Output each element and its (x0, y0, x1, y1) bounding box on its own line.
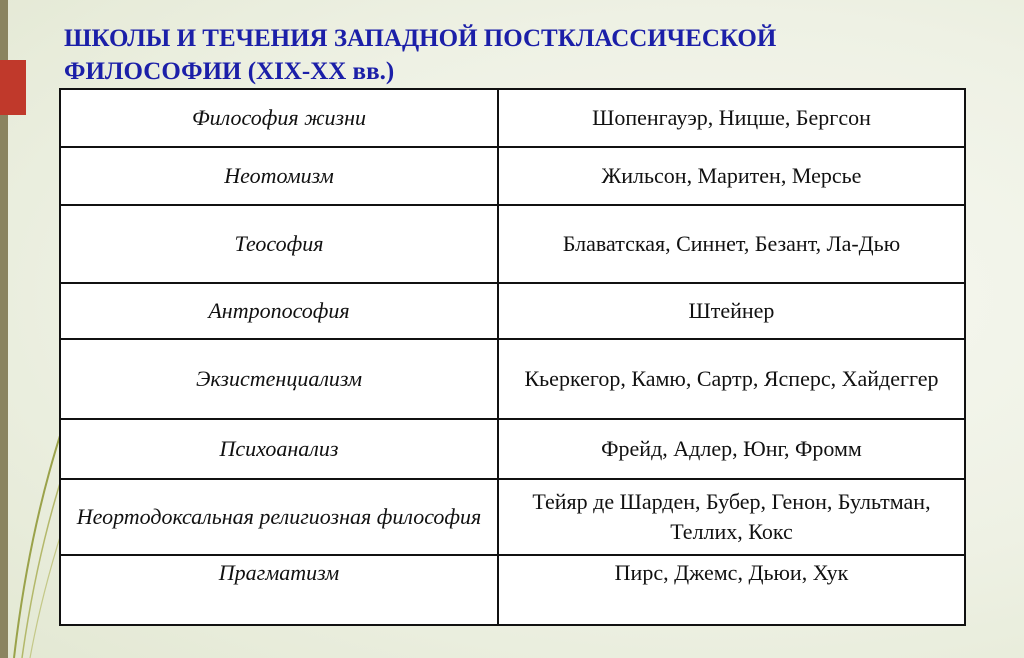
table-row (60, 205, 965, 283)
table-row (60, 283, 965, 339)
table-row (60, 479, 965, 555)
school-cell: Неортодоксальная религиозная философия (60, 479, 498, 555)
names-cell: Блаватская, Синнет, Безант, Ла-Дью (498, 205, 965, 283)
names-cell: Штейнер (498, 283, 965, 339)
table-row (60, 339, 965, 419)
table-row (60, 147, 965, 205)
school-cell: Философия жизни (60, 89, 498, 147)
slide-title (64, 22, 964, 88)
school-cell: Неотомизм (60, 147, 498, 205)
title-line-2: ФИЛОСОФИИ (XIX-XX вв.) (64, 58, 395, 85)
school-cell: Психоанализ (60, 419, 498, 479)
names-cell: Пирс, Джемс, Дьюи, Хук (498, 555, 965, 625)
schools-table (59, 88, 966, 626)
table-row (60, 555, 965, 625)
title-line-1: ШКОЛЫ И ТЕЧЕНИЯ ЗАПАДНОЙ ПОСТКЛАССИЧЕСКОЙ (64, 25, 777, 52)
names-cell: Жильсон, Маритен, Мерсье (498, 147, 965, 205)
names-cell: Фрейд, Адлер, Юнг, Фромм (498, 419, 965, 479)
names-cell: Тейяр де Шарден, Бубер, Генон, Бультман, Теллих, Кокс (498, 479, 965, 555)
table-row (60, 89, 965, 147)
table-row (60, 419, 965, 479)
school-cell: Теософия (60, 205, 498, 283)
names-cell: Шопенгауэр, Ницше, Бергсон (498, 89, 965, 147)
school-cell: Антропософия (60, 283, 498, 339)
school-cell: Экзистенциализм (60, 339, 498, 419)
school-cell: Прагматизм (60, 555, 498, 625)
names-cell: Кьеркегор, Камю, Сартр, Ясперс, Хайдеггер (498, 339, 965, 419)
